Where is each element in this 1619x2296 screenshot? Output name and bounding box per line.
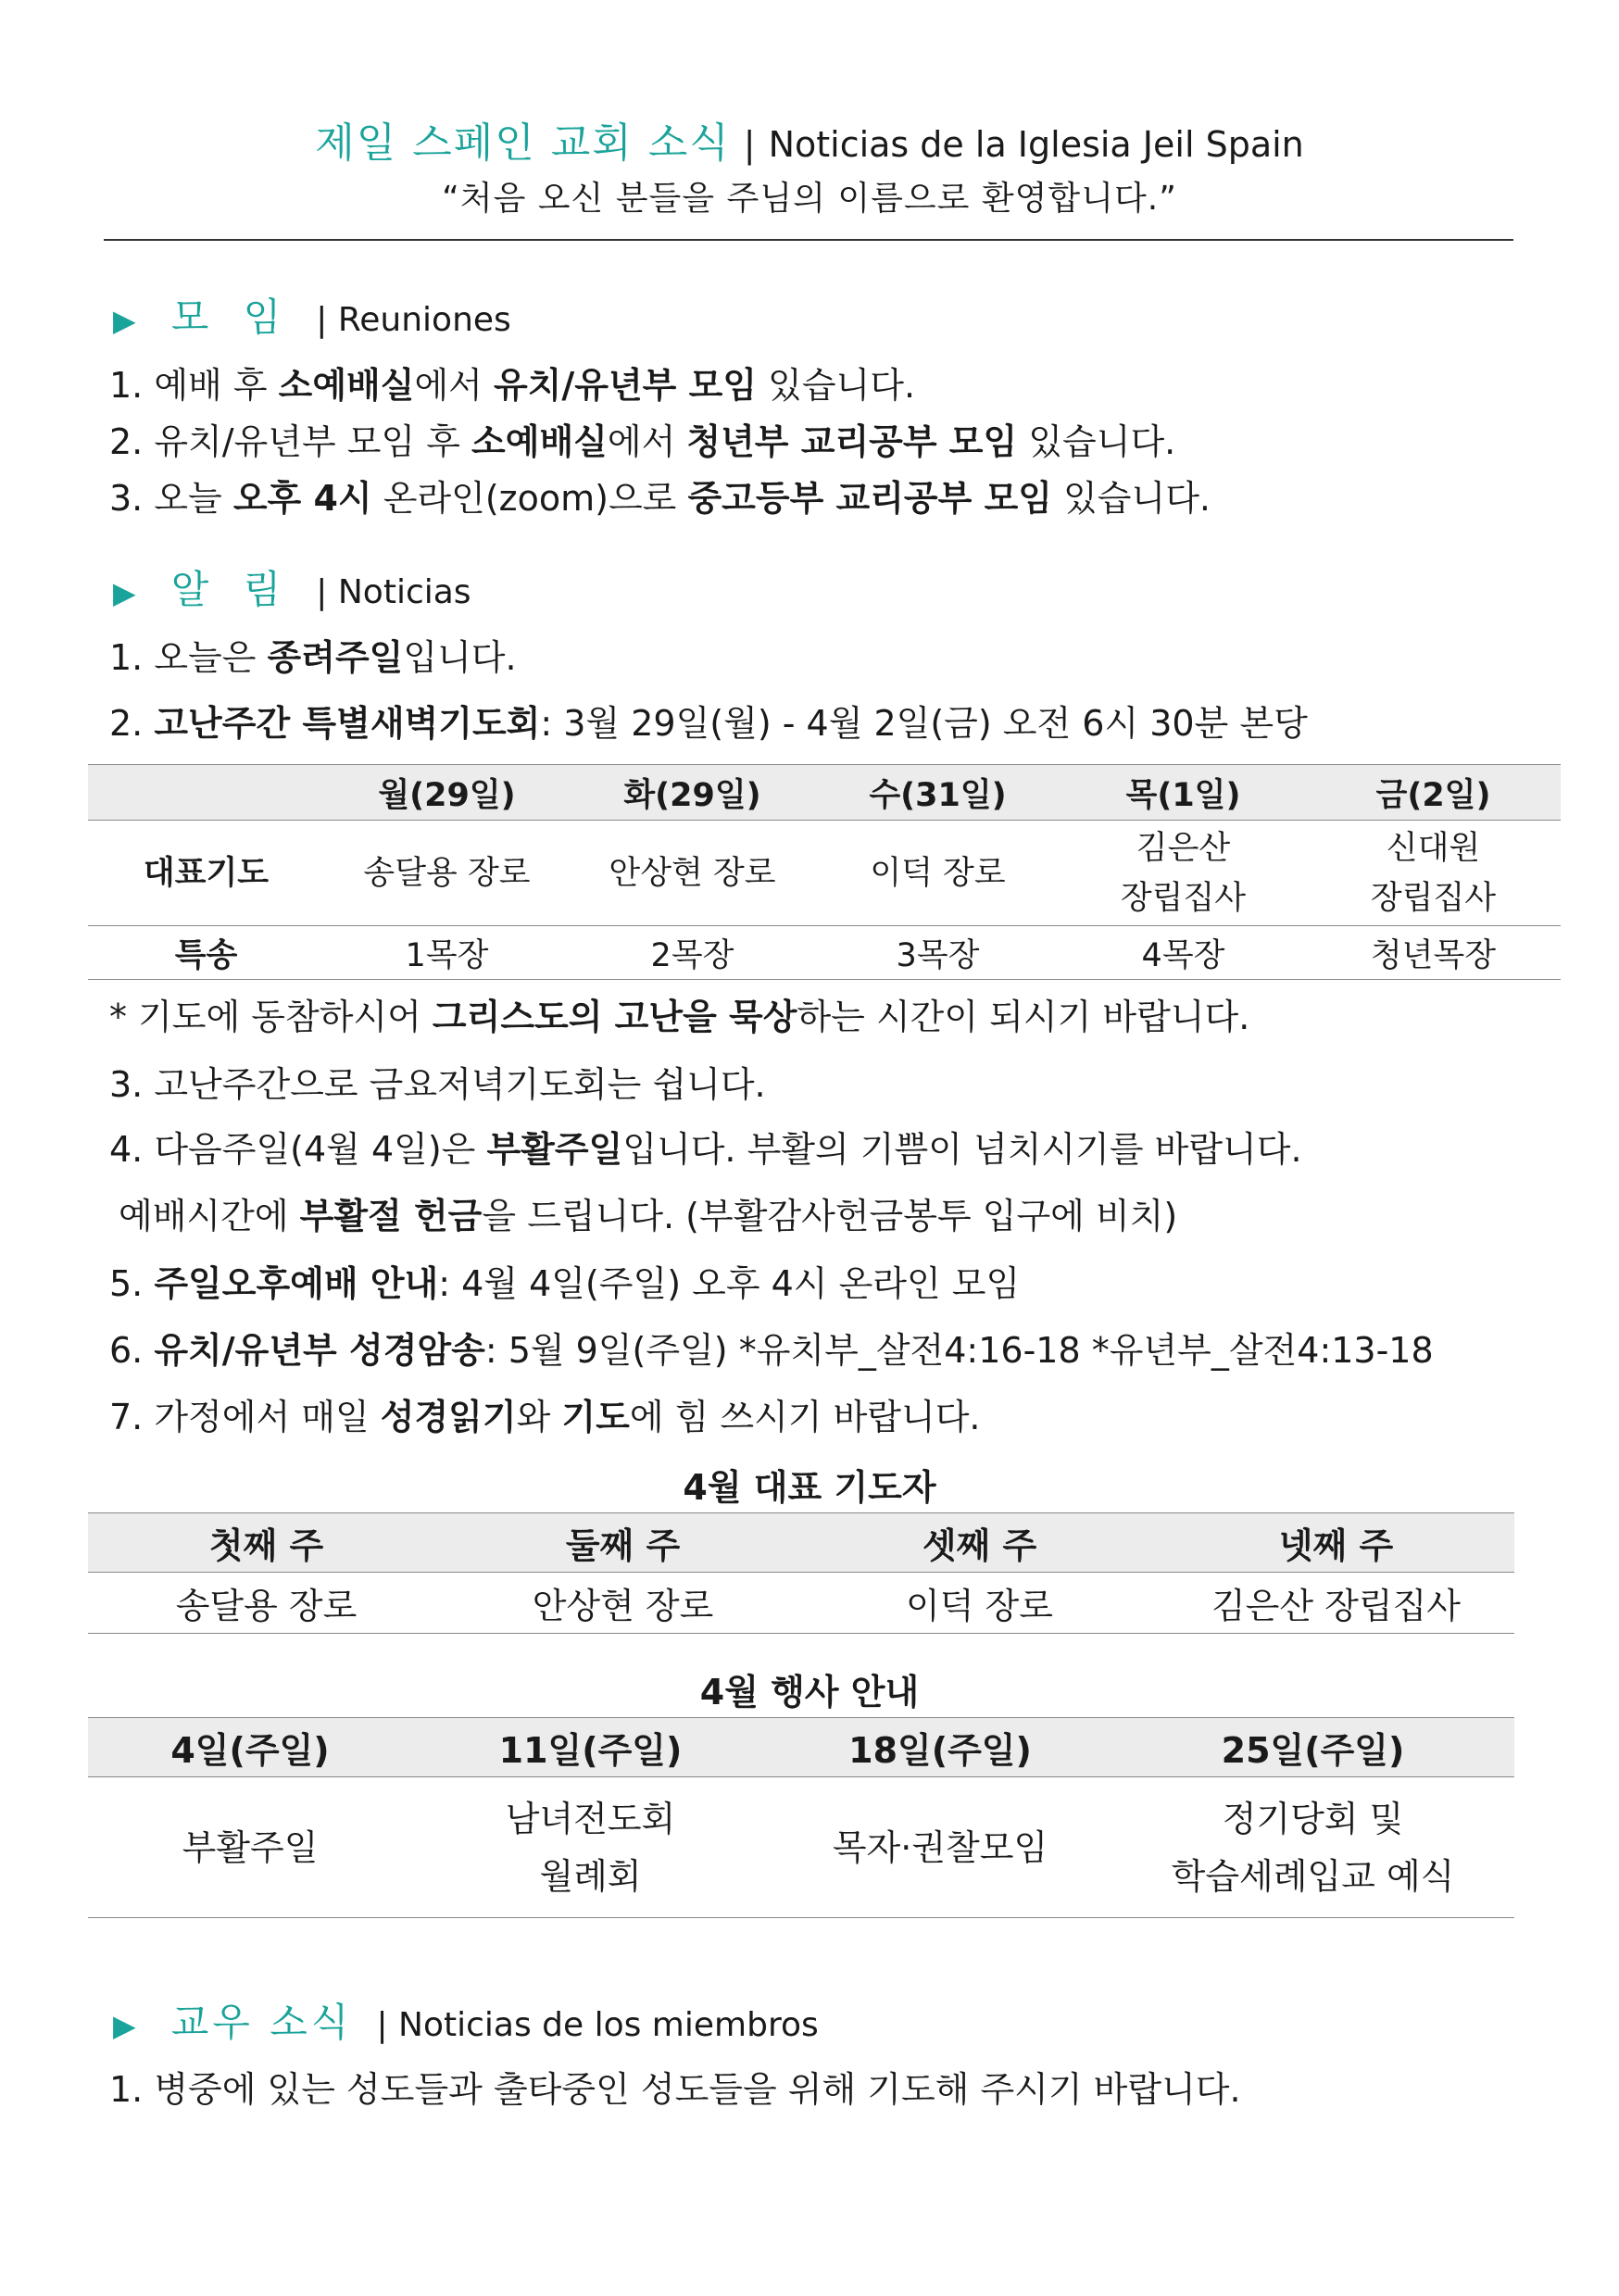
text-segment: 2. 유치/유년부 모임 후	[109, 421, 472, 462]
title-korean: 제일 스페인 교회 소식	[315, 119, 731, 167]
text-segment: 5.	[109, 1263, 155, 1304]
table-cell: 부활주일	[182, 1826, 319, 1868]
header-cell: 넷째 주	[1158, 1513, 1514, 1573]
notice-item	[119, 1187, 1177, 1238]
bold-text: 그리스도의 고난을 묵상	[432, 997, 797, 1037]
table-cell: 이덕 장로	[906, 1586, 1053, 1626]
header-cell: 11일(주일)	[412, 1718, 769, 1777]
table-cell: 송달용 장로	[363, 854, 531, 892]
text-segment: 1. 오늘은	[109, 637, 268, 678]
table-cell: 남녀전도회 월례회	[505, 1798, 676, 1897]
text-segment: 있습니다.	[1052, 478, 1211, 519]
text-segment: 온라인(zoom)으로	[371, 478, 688, 519]
section-heading-members	[113, 1992, 819, 2048]
table-cell: 김은산 장립집사	[1120, 829, 1247, 917]
header-cell: 25일(주일)	[1111, 1718, 1514, 1777]
text-segment: 에서	[414, 365, 494, 406]
meeting-item	[109, 413, 1175, 464]
bold-text: 청년부 교리공부 모임	[686, 421, 1018, 462]
header-cell: 첫째 주	[88, 1513, 445, 1573]
text-segment: 하는 시간이 되시기 바랍니다.	[797, 997, 1250, 1037]
triangle-bullet-icon: ▶	[113, 575, 136, 610]
meeting-item	[109, 470, 1211, 521]
header-cell: 화(29일)	[570, 765, 815, 821]
bold-text: 소예배실	[471, 421, 608, 462]
table-header-row	[88, 1513, 1514, 1573]
text-segment: 을 드립니다. (부활감사헌금봉투 입구에 비치)	[482, 1196, 1178, 1236]
section-title-korean: 모 임	[170, 295, 293, 340]
section-heading-notices	[113, 559, 471, 615]
bold-text: 성경읽기	[380, 1397, 517, 1437]
header-divider	[104, 239, 1513, 241]
bold-text: 소예배실	[278, 365, 415, 406]
header-cell: 월(29일)	[324, 765, 570, 821]
text-segment: : 3월 29일(월) - 4월 2일(금) 오전 6시 30분 본당	[540, 703, 1308, 744]
title-spanish: Noticias de la Iglesia Jeil Spain	[768, 124, 1304, 165]
dawn-prayer-schedule-table	[88, 764, 1561, 980]
table-cell: 안상현 장로	[532, 1586, 714, 1626]
header-cell: 둘째 주	[445, 1513, 801, 1573]
table-cell: 2목장	[650, 936, 734, 974]
header-cell: 4일(주일)	[88, 1718, 412, 1777]
table-cell: 목자·권찰모임	[832, 1826, 1048, 1868]
notice-item	[109, 629, 517, 680]
text-segment: 있습니다.	[1017, 421, 1176, 462]
table-header-row	[88, 765, 1561, 821]
events-caption: 4월 행사 안내	[699, 1672, 920, 1713]
row-label: 특송	[174, 936, 238, 974]
text-segment: 에 힘 쓰시기 바랍니다.	[629, 1397, 981, 1437]
section-title-spanish: | Noticias	[316, 573, 471, 611]
text-segment: 4. 다음주일(4월 4일)은	[109, 1129, 487, 1170]
bulletin-title	[0, 109, 1619, 169]
text-segment: 1. 병중에 있는 성도들과 출타중인 성도들을 위해 기도해 주시기 바랍니다.	[109, 2069, 1241, 2110]
table-cell: 4목장	[1141, 936, 1225, 974]
table-cell: 안상현 장로	[609, 854, 776, 892]
notice-item	[109, 988, 1249, 1039]
text-segment: : 5월 9일(주일) *유치부_살전4:16-18 *유년부_살전4:13-18	[484, 1330, 1434, 1371]
table-cell: 송달용 장로	[175, 1586, 358, 1626]
text-segment: 1. 예배 후	[109, 365, 279, 406]
triangle-bullet-icon: ▶	[113, 2008, 136, 2043]
table-row	[88, 1777, 1514, 1918]
prayer-leaders-caption: 4월 대표 기도자	[683, 1467, 936, 1508]
bold-text: 오후 4시	[232, 478, 372, 519]
april-events-table	[88, 1717, 1514, 1918]
triangle-bullet-icon: ▶	[113, 303, 136, 338]
table-cell: 정기당회 및 학습세례입교 예식	[1171, 1798, 1455, 1897]
notice-item	[109, 1056, 766, 1107]
bold-text: 유치/유년부 성경암송	[154, 1330, 485, 1371]
table-row	[88, 1573, 1514, 1634]
header-cell: 셋째 주	[801, 1513, 1158, 1573]
text-segment: 입니다. 부활의 기쁨이 넘치시기를 바랍니다.	[622, 1129, 1302, 1170]
table-row	[88, 821, 1561, 926]
table-header-row	[88, 1718, 1514, 1777]
member-news-item	[109, 2061, 1241, 2112]
text-segment: 7. 가정에서 매일	[109, 1397, 381, 1437]
text-segment: 6.	[109, 1330, 155, 1371]
section-title-spanish: | Noticias de los miembros	[376, 2006, 819, 2044]
header-cell: 금(2일)	[1306, 765, 1561, 821]
notice-item	[109, 695, 1308, 746]
text-segment: : 4월 4일(주일) 오후 4시 온라인 모임	[438, 1263, 1021, 1304]
bold-text: 부활절 헌금	[299, 1196, 483, 1236]
row-label: 대표기도	[143, 854, 270, 892]
header-cell: 목(1일)	[1061, 765, 1306, 821]
section-title-korean: 교우 소식	[170, 2000, 353, 2045]
text-segment: 2.	[109, 703, 155, 744]
notice-item	[109, 1121, 1302, 1172]
table-cell: 김은산 장립집사	[1211, 1586, 1462, 1626]
text-segment: 3. 오늘	[109, 478, 233, 519]
table-cell: 청년목장	[1370, 936, 1497, 974]
table-cell: 3목장	[896, 936, 980, 974]
bold-text: 유치/유년부 모임	[493, 365, 758, 406]
bold-text: 고난주간 특별새벽기도회	[154, 703, 541, 744]
prayer-leaders-table	[88, 1512, 1514, 1634]
table-cell: 신대원 장립집사	[1370, 829, 1497, 917]
text-segment: 입니다.	[403, 637, 517, 678]
header-cell	[88, 765, 324, 821]
bold-text: 중고등부 교리공부 모임	[687, 478, 1052, 519]
header-cell: 18일(주일)	[769, 1718, 1111, 1777]
section-heading-meetings	[113, 287, 511, 343]
section-title-korean: 알 림	[170, 567, 293, 612]
welcome-subtitle: “처음 오신 분들을 주님의 이름으로 환영합니다.”	[442, 180, 1177, 218]
section-title-spanish: | Reuniones	[316, 301, 511, 339]
table-cell: 이덕 장로	[870, 854, 1006, 892]
bold-text: 부활주일	[486, 1129, 623, 1170]
text-segment: * 기도에 동참하시어	[109, 997, 433, 1037]
table-row	[88, 926, 1561, 980]
notice-item	[109, 1388, 981, 1439]
notice-item	[109, 1255, 1020, 1306]
header-cell: 수(31일)	[815, 765, 1061, 821]
text-segment: 에서	[607, 421, 687, 462]
title-separator: |	[743, 124, 756, 165]
text-segment: 와	[516, 1397, 562, 1437]
text-segment: 3. 고난주간으로 금요저녁기도회는 쉽니다.	[109, 1064, 766, 1105]
meeting-item	[109, 357, 915, 408]
text-segment: 있습니다.	[757, 365, 916, 406]
bold-text: 주일오후예배 안내	[154, 1263, 439, 1304]
bold-text: 기도	[561, 1397, 630, 1437]
notice-item	[109, 1322, 1434, 1373]
table-cell: 1목장	[405, 936, 489, 974]
bold-text: 종려주일	[267, 637, 404, 678]
text-segment: 예배시간에	[119, 1196, 300, 1236]
